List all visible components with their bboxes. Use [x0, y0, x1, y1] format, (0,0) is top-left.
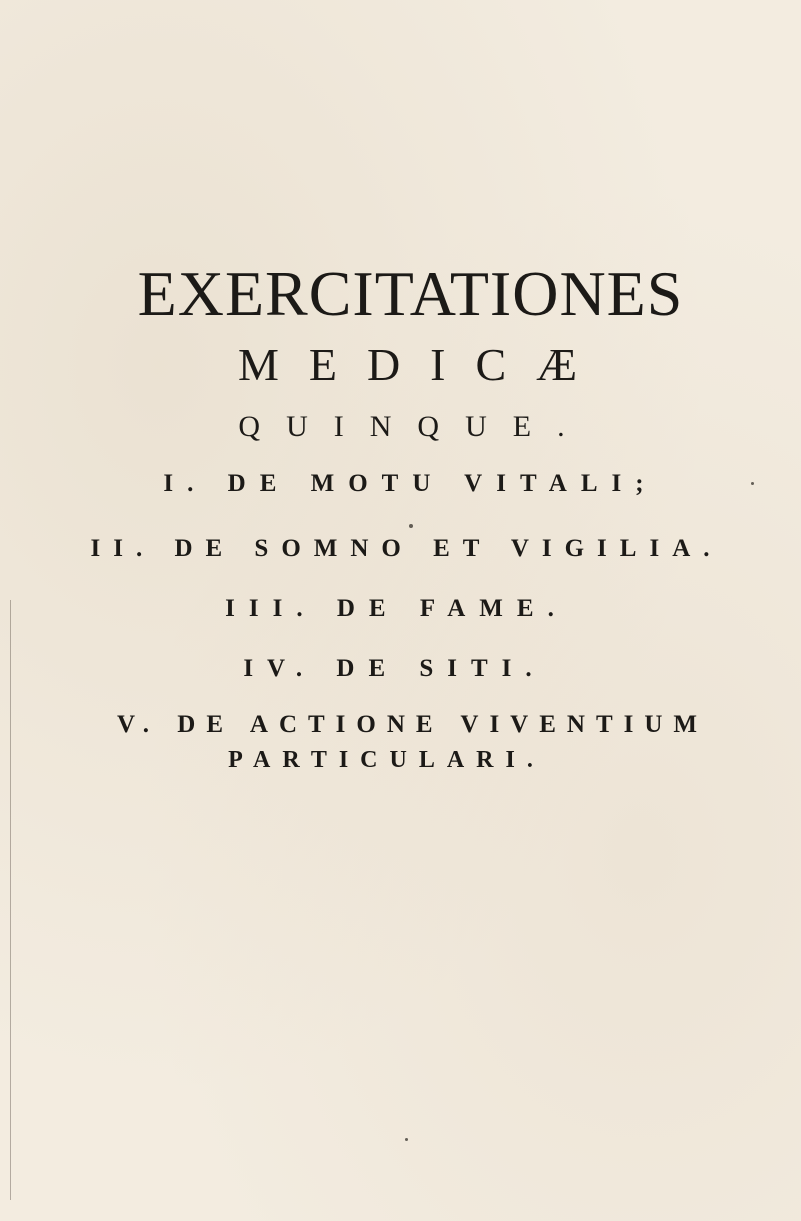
- ink-speck: [405, 1138, 408, 1141]
- count-line: QUINQUE.: [238, 410, 591, 443]
- contents-item-4: IV. DE SITI.: [243, 655, 546, 682]
- contents-item-1: I. DE MOTU VITALI;: [163, 470, 658, 497]
- ink-speck: [409, 524, 413, 528]
- page-edge-rule: [10, 600, 11, 1200]
- book-subtitle: MEDICÆ: [237, 339, 608, 390]
- contents-item-5-continuation: PARTICULARI.: [228, 747, 545, 773]
- contents-item-3: III. DE FAME.: [225, 595, 568, 622]
- ink-speck: [751, 482, 754, 485]
- contents-item-5: V. DE ACTIONE VIVENTIUM: [116, 711, 709, 738]
- book-title: EXERCITATIONES: [137, 258, 684, 329]
- contents-item-2: II. DE SOMNO ET VIGILIA.: [90, 535, 723, 562]
